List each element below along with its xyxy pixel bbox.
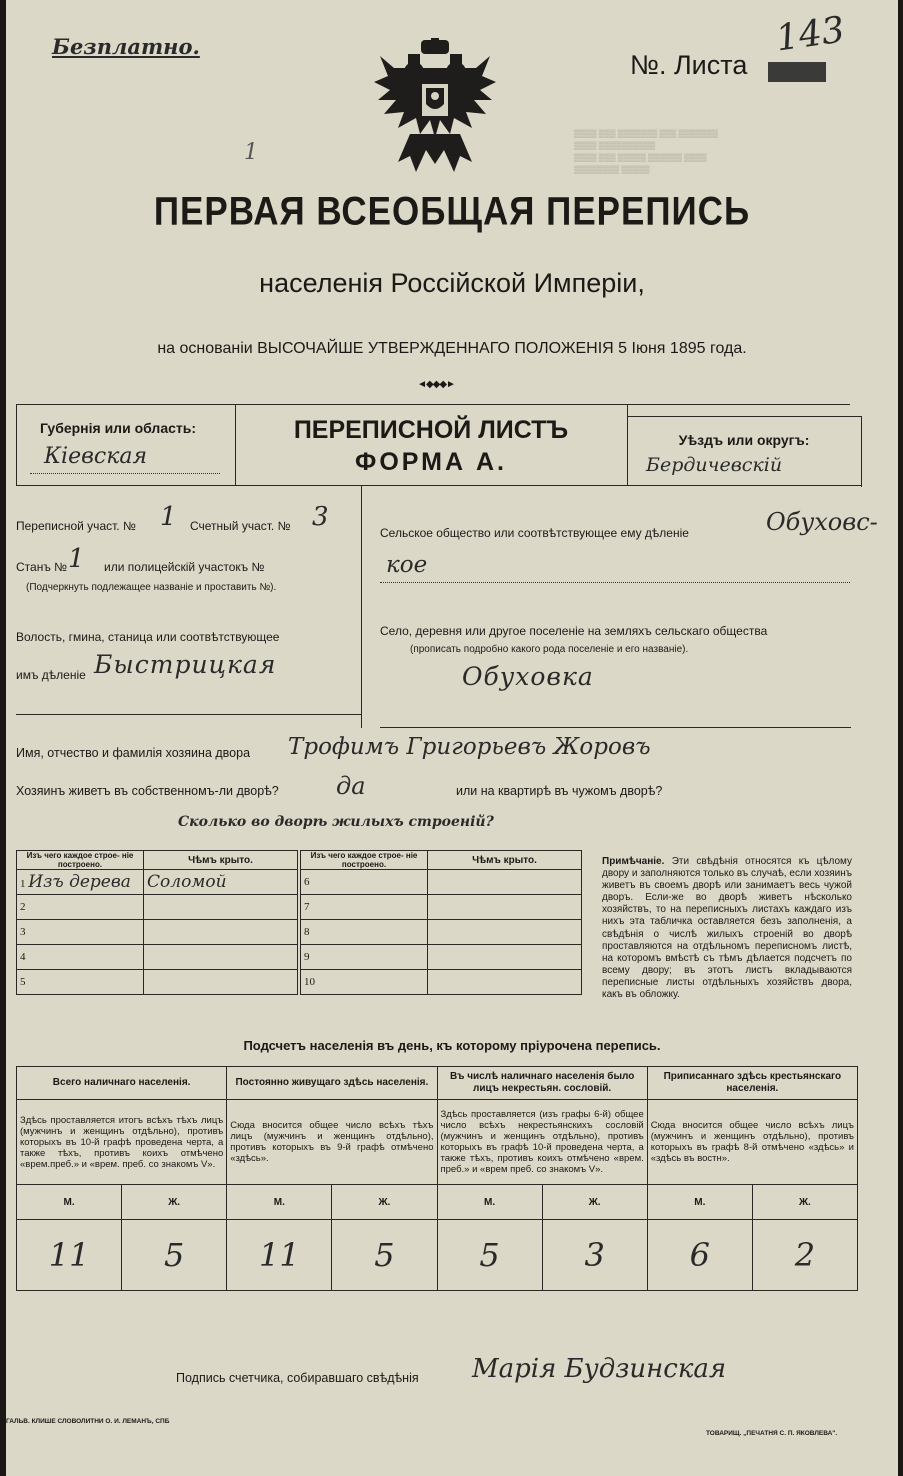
- right-imprint: ТОВАРИЩ. „ПЕЧАТНЯ С. П. ЯКОВЛЕВА".: [706, 1430, 838, 1437]
- left-imprint: ГАЛЬВ. КЛИШЕ СЛОВОЛИТНИ О. И. ЛЕМАНЪ, СПБ: [6, 1418, 170, 1425]
- document-title: ПЕРВАЯ ВСЕОБЩАЯ ПЕРЕПИСЬ: [153, 189, 751, 234]
- col-material-header: Изъ чего каждое строе- ніе построено.: [17, 851, 144, 870]
- uchastok-value: 1: [160, 502, 177, 532]
- male-label: М.: [227, 1185, 332, 1220]
- female-label: Ж.: [542, 1185, 647, 1220]
- volost-label-2: имъ дѣленіе: [16, 668, 86, 682]
- col-title: Въ числѣ наличнаго населенія было лицъ некрестьян. сословій.: [437, 1067, 647, 1100]
- table-row: 2: [17, 895, 298, 920]
- form-subtitle: ФОРМА А.: [355, 448, 507, 476]
- roof-value: Соломой: [144, 870, 298, 895]
- count-value: 5: [332, 1220, 437, 1291]
- population-table: [16, 1066, 858, 1291]
- sheet-number-label: №. Листа: [630, 50, 748, 80]
- count-value: 2: [752, 1220, 857, 1291]
- gubernia-value: Кіевская: [44, 444, 148, 469]
- col-title: Приписаннаго здѣсь крестьянскаго населенія.: [647, 1067, 857, 1100]
- uezd-label: Уѣздъ или округъ:: [678, 432, 810, 448]
- count-value: 5: [437, 1220, 542, 1291]
- count-value: 3: [542, 1220, 647, 1291]
- stan-suffix: или полицейскій участокъ №: [104, 560, 265, 574]
- signature-value: Марія Будзинская: [472, 1354, 727, 1384]
- bleed-through: ▒▒▒▒ ▒▒▒ ▒▒▒▒▒▒▒ ▒▒▒ ▒▒▒▒▒▒▒ ▒▒▒▒ ▒▒▒▒▒▒▒▒▒▒ ▒▒▒▒ ▒▒▒ ▒▒▒▒▒ ▒▒▒▒▒▒ ▒▒▒▒ ▒▒▒▒▒▒▒▒ ▒▒▒▒▒: [574, 129, 719, 174]
- census-sheet: [6, 0, 898, 1476]
- count-value: 6: [647, 1220, 752, 1291]
- owner-lives-suffix: или на квартирѣ въ чужомъ дворѣ?: [456, 784, 663, 798]
- col-description: Сюда вносится общее число всѣхъ лицъ (мужчинъ и женщинъ отдѣльно), противъ которыхъ въ графѣ 8-й отмѣчено «здѣсь» и «здѣсь въ востн».: [647, 1100, 857, 1185]
- selo-note: (прописать подробно какого рода поселеніе и его названіе).: [410, 644, 689, 655]
- col-roof-header: Чѣмъ крыто.: [144, 851, 298, 870]
- sheet-number-value: 143: [773, 9, 848, 60]
- obshchestvo-label: Сельское общество или соотвѣтствующее ему дѣленіе: [380, 526, 689, 540]
- owner-lives-value: да: [336, 772, 366, 800]
- col-title: Постоянно живущаго здѣсь населенія.: [227, 1067, 437, 1100]
- ornament-divider: ◄◆◆◆►: [417, 379, 455, 390]
- selo-value: Обуховка: [462, 662, 594, 691]
- signature-label: Подпись счетчика, собиравшаго свѣдѣнія: [176, 1371, 419, 1385]
- stan-value: 1: [68, 544, 85, 574]
- col-material-header: Изъ чего каждое строе- ніе построено.: [301, 851, 428, 870]
- table-row: 6: [301, 870, 582, 895]
- owner-name-value: Трофимъ Григорьевъ Жоровъ: [288, 734, 651, 760]
- table-row: 9: [301, 945, 582, 970]
- owner-name-label: Имя, отчество и фамилія хозяина двора: [16, 746, 251, 760]
- female-label: Ж.: [332, 1185, 437, 1220]
- table-row: 10: [301, 970, 582, 995]
- buildings-table-left: [16, 850, 298, 995]
- free-label: Безплатно.: [52, 34, 200, 59]
- legal-basis: на основаніи ВЫСОЧАЙШЕ УТВЕРЖДЕННАГО ПОЛОЖЕНІЯ 5 Іюня 1895 года.: [157, 340, 747, 357]
- obshchestvo-value: Обуховс-: [766, 508, 878, 536]
- table-row: 7: [301, 895, 582, 920]
- uezd-value: Бердичевскій: [646, 454, 783, 476]
- table-row: 5: [17, 970, 298, 995]
- female-label: Ж.: [122, 1185, 227, 1220]
- stan-label: Станъ №: [16, 560, 68, 574]
- table-row: 4: [17, 945, 298, 970]
- schetny-value: 3: [312, 502, 329, 532]
- male-label: М.: [647, 1185, 752, 1220]
- col-title: Всего наличнаго населенія.: [17, 1067, 227, 1100]
- volost-label: Волость, гмина, станица или соотвѣтствующее: [16, 630, 280, 644]
- gubernia-label: Губернія или область:: [40, 420, 197, 436]
- buildings-table-right: [300, 850, 582, 995]
- count-value: 11: [227, 1220, 332, 1291]
- sheet-number-stamp: [768, 62, 826, 82]
- uchastok-label: Переписной участ. №: [16, 519, 136, 533]
- table-row: 1 Изъ дерева Соломой: [17, 870, 298, 895]
- count-value: 5: [122, 1220, 227, 1291]
- col-roof-header: Чѣмъ крыто.: [428, 851, 582, 870]
- material-value: Изъ дерева: [28, 872, 131, 892]
- table-row: 8: [301, 920, 582, 945]
- count-value: 11: [17, 1220, 122, 1291]
- buildings-note: Примѣчаніе. Эти свѣдѣнія относятся къ цѣлому двору и заполняются только въ случаѣ, если хозяинъ живетъ въ своемъ дворѣ или занимаетъ весь чужой дворъ. Если-же во дворѣ живетъ нѣсколько хозяйствъ, то на переписныхъ листахъ каждаго изъ нихъ эта табличка оставляется безъ заполненія, а свѣдѣнія о числѣ жилыхъ строеній во дворѣ проставляются на отдѣльномъ переписномъ листѣ, на которомъ вмѣстѣ съ тѣмъ дѣлается подсчетъ по всему двору; въ этотъ листъ вкладываются переписные листы отдѣльныхъ хозяйствъ двора, какъ въ обложку.: [602, 856, 852, 1001]
- owner-lives-label: Хозяинъ живетъ въ собственномъ-ли дворѣ?: [16, 784, 279, 798]
- col-description: Здѣсь проставляется (изъ графы 6-й) общее число всѣхъ некрестьянскихъ сословій (мужчинъ и женщинъ отдѣльно), противъ которыхъ въ графѣ 10-й проведена черта, а также тѣхъ, противъ коихъ отмѣчено «врем. преб.» и «врем преб. со знакомъ V».: [437, 1100, 647, 1185]
- selo-label: Село, деревня или другое поселеніе на земляхъ сельскаго общества: [380, 624, 768, 638]
- male-label: М.: [17, 1185, 122, 1220]
- document-subtitle: населенія Россійской Имперіи,: [259, 268, 645, 298]
- corner-mark: 1: [244, 140, 258, 165]
- table-row: 3: [17, 920, 298, 945]
- col-description: Сюда вносится общее число всѣхъ тѣхъ лицъ (мужчинъ и женщинъ отдѣльно), противъ которыхъ въ 9-й графѣ отмѣчено «здѣсь».: [227, 1100, 437, 1185]
- buildings-question: Сколько во дворѣ жилыхъ строеній?: [178, 814, 494, 830]
- col-description: Здѣсь проставляется итогъ всѣхъ тѣхъ лицъ (мужчинъ и женщинъ отдѣльно), противъ которыхъ въ 10-й графѣ проведена черта, а также тѣхъ, противъ коихъ отмѣчено «врем.преб.» и «врем. преб. со знакомъ V».: [17, 1100, 227, 1185]
- population-heading: Подсчетъ населенія въ день, къ которому пріурочена перепись.: [243, 1038, 661, 1053]
- schetny-label: Счетный участ. №: [190, 519, 291, 533]
- imperial-eagle-emblem: [370, 38, 500, 174]
- female-label: Ж.: [752, 1185, 857, 1220]
- volost-value: Быстрицкая: [94, 650, 277, 679]
- male-label: М.: [437, 1185, 542, 1220]
- form-title: ПЕРЕПИСНОЙ ЛИСТЪ: [293, 416, 569, 444]
- stan-note: (Подчеркнуть подлежащее названіе и проставить №).: [26, 582, 277, 593]
- obshchestvo-value-2: кое: [386, 552, 428, 578]
